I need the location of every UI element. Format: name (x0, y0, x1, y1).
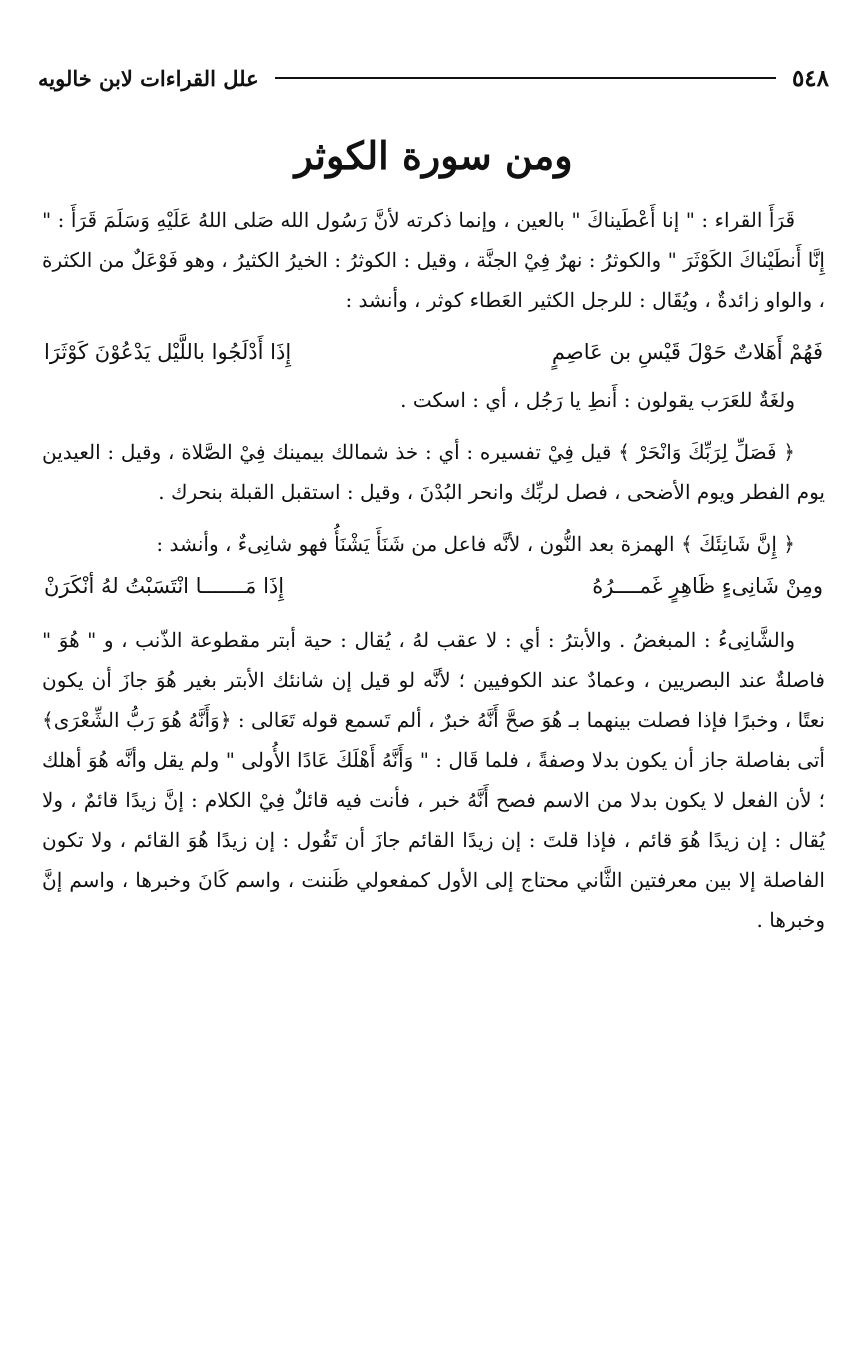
paragraph-kawthar-reading: قَرَأَ القراء : " إنا أَعْطَيناكَ " بالعين ، وإنما ذكرته لأنَّ رَسُول الله صَلى اللهُ عَلَيْهِ وَسَلَمَ قَرَأَ : " إِنَّا أَنطَيْناكَ الكَوْثَرَ " والكوثرُ : نهرٌ فِيْ الجنَّة ، وقيل : الكوثرُ : الخيرُ الكثيرُ ، وهو فَوْعَلٌ من الكثرة ، والواو زائدةٌ ، ويُقَال : للرجل الكثير العَطاء كوثر ، وأنشد : (42, 208, 825, 312)
verse-1-first-hemistich: فَهُمْ أَهَلاتٌ حَوْلَ قَيْسِ بن عَاصِمٍ (551, 340, 823, 364)
paragraph-fasalli-tafsir: ﴿ فَصَلِّ لِرَبِّكَ وَانْحَرْ ﴾ قيل فِيْ تفسيره : أي : خذ شمالك بيمينك فِيْ الصَّلاة ، وقيل : العيدين يوم الفطر ويوم الأضحى ، فصل لربِّك وانحر البُدْنَ ، وقيل : استقبل القبلة بنحرك . (42, 440, 825, 504)
verse-2-first-hemistich: ومِنْ شَانِىءٍ ظَاهِرٍ غَمــــرُهُ (592, 574, 823, 598)
page-number: ٥٤٨ (791, 64, 829, 92)
verse-2-second-hemistich: إِذَا مَـــــــا انْتَسَبْتُ لهُ أنْكَرَنْ (44, 574, 285, 598)
poem-verse-2 (42, 564, 825, 608)
running-header (38, 62, 829, 94)
book-title: علل القراءات لابن خالويه (38, 65, 259, 91)
paragraph-arab-dialect: ولغَةٌ للعَرَب يقولون : أَنطِ يا رَجُل ، أي : اسكت . (400, 388, 795, 412)
body-text (42, 200, 825, 940)
paragraph-shaniak: ﴿ إِنَّ شَانِئَكَ ﴾ الهمزة بعد النُّون ، لأنَّه فاعل من شَنَأَ يَشْنَأُ فهو شانِىءٌ ، وأنشد : (156, 532, 795, 556)
surah-title: ومن سورة الكوثر (294, 133, 573, 178)
paragraph-fasila-grammar: والشَّانِىءُ : المبغضُ . والأبترُ : أي : لا عقب لهُ ، يُقال : حية أبتر مقطوعة الذّنب ، و " هُوَ " فاصلةٌ عند البصريين ، وعمادٌ عند الكوفيين ؛ لأنَّه لو قيل إن شانئك الأبتر بغير هُوَ جازَ أن يكون نعتًا ، وخبرًا فإذا فصلت بينهما بـ هُوَ صحَّ أَنَّهُ خبرٌ ، ألم تَسمع قوله تَعَالى : ﴿وَأَنَّهُ هُوَ رَبُّ الشِّعْرَى﴾ أتى بفاصلة جاز أن يكون بدلا وصفةً ، فلما قَال : " وَأَنَّهُ أَهْلَكَ عَادًا الأُولى " ولم يقل وأنَّه هُوَ أهلك ؛ لأن الفعل لا يكون بدلا من الاسم فصح أَنَّهُ خبر ، فأنت فيه قائلٌ فِيْ الكلام : إنَّ زيدًا قائمٌ ، ولا يُقال : إن زيدًا هُوَ قائم ، فإذا قلتَ : إن زيدًا القائم جازَ أن تَقُول : إن زيدًا هُوَ القائم ، ولا تكون الفاصلة إلا بين معرفتين الثَّاني محتاج إلى الأول كمفعولي ظَننت ، واسم كَانَ وخبرها ، واسم إنَّ وخبرها . (42, 628, 825, 932)
poem-verse-1 (42, 330, 825, 374)
header-rule (275, 77, 776, 79)
verse-1-second-hemistich: إِذَا أَدْلَجُوا باللَّيْل يَدْعُوْنَ كَوْثَرَا (44, 340, 292, 364)
